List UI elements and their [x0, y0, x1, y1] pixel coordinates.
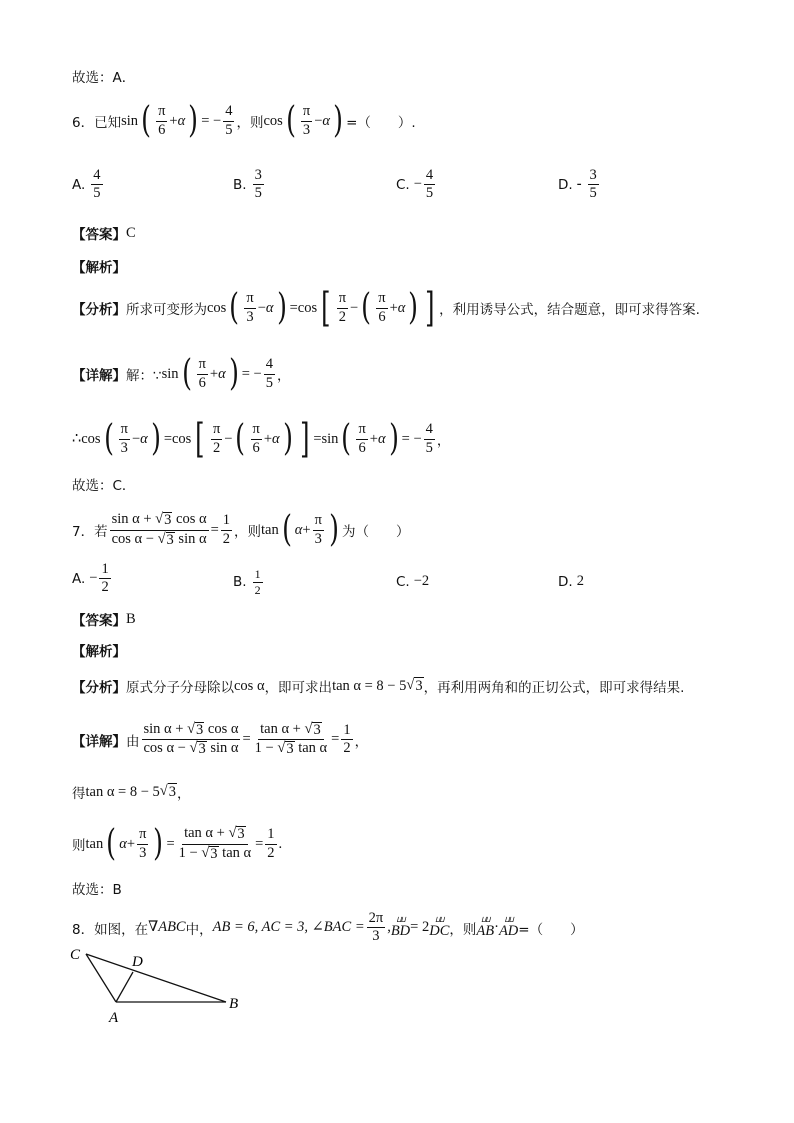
minus-sign: −	[89, 570, 98, 587]
question-6	[72, 100, 754, 141]
minus-sign: −	[413, 176, 422, 193]
option-label: C.	[396, 176, 410, 193]
therefore-sign: ∴	[72, 430, 82, 447]
left-paren: (	[103, 418, 114, 459]
fraction: $\frac{4}{5}$	[93, 167, 101, 202]
left-paren: (	[285, 100, 296, 141]
side-cb	[86, 954, 226, 1002]
fraction: $\frac{4}{5}$	[425, 421, 433, 456]
minus-sign: −	[131, 430, 141, 447]
analysis-text: 原式分子分母除以	[126, 680, 234, 696]
detail-7	[72, 722, 754, 757]
vector-ab: ⵡⵡ AB	[476, 915, 495, 939]
answer-value: B	[126, 610, 136, 627]
analysis-text: 所求可变形为	[126, 302, 207, 318]
answer-choice-line	[72, 878, 754, 898]
analysis-label: 【分析】	[72, 680, 126, 696]
fraction: $\frac{1}{2}$	[101, 561, 109, 596]
option-label: C.	[396, 573, 410, 590]
right-paren: )	[408, 287, 419, 328]
option-c	[396, 573, 429, 590]
option-b	[233, 168, 266, 201]
segment-ad	[116, 972, 133, 1002]
cos-alpha: cos α	[234, 677, 265, 694]
minus-sign: −	[350, 299, 359, 316]
equals: =	[331, 731, 340, 748]
left-paren: (	[235, 418, 246, 459]
answer-text: 故选：B	[72, 882, 122, 898]
plus-sign: +	[209, 365, 219, 382]
right-paren: )	[282, 418, 293, 459]
right-paren: )	[153, 823, 164, 864]
label-a: A	[109, 1010, 119, 1026]
option-label: A.	[72, 176, 86, 193]
then-text: ，则	[234, 524, 262, 540]
right-paren: )	[333, 100, 343, 141]
vector-bd: ⵡⵡ BD	[390, 915, 411, 939]
option-label: D.	[558, 573, 573, 590]
plus-sign: +	[389, 299, 398, 316]
question-7	[72, 509, 754, 550]
plus-sign: +	[302, 521, 311, 538]
fraction: $\frac{\pi}{3}$	[302, 103, 311, 138]
question-text: 中，	[185, 921, 213, 938]
left-paren: (	[361, 287, 372, 328]
fraction: $\frac{3}{5}$	[589, 167, 597, 202]
analysis-label: 【分析】	[72, 302, 126, 318]
blank-paren: =（ ）.	[346, 115, 416, 131]
fraction: $\frac{1}{2}$	[343, 722, 351, 757]
vector-dc: ⵡⵡ DC	[429, 915, 450, 939]
fraction: $\frac{\pi}{3}$	[246, 290, 254, 325]
option-d	[558, 168, 601, 201]
comma: ,	[387, 919, 391, 936]
right-bracket: ]	[425, 285, 435, 331]
fraction: $\frac{\pi}{2}$	[338, 290, 347, 325]
alpha: α	[294, 521, 303, 538]
analysis-heading-6	[72, 256, 754, 276]
equals-neg: = −	[401, 430, 422, 447]
left-paren: (	[281, 509, 292, 550]
detail-label: 【详解】	[72, 368, 126, 384]
cos-label: cos	[81, 430, 101, 447]
option-c	[396, 168, 437, 201]
option-value: −2	[413, 573, 430, 589]
alpha: α	[140, 430, 148, 447]
cos-label: cos	[172, 430, 192, 447]
question-number: 6．已知	[72, 115, 122, 131]
right-bracket: ]	[299, 416, 310, 462]
detail-6-step	[72, 416, 754, 462]
minus-sign: −	[257, 299, 266, 316]
equals: =	[166, 835, 175, 852]
alpha: α	[177, 112, 186, 129]
blank-paren: 为（ ）	[341, 524, 410, 540]
analysis-7	[72, 676, 754, 696]
analysis-label: 【解析】	[72, 644, 126, 660]
answer-text: 故选：C．	[72, 478, 136, 494]
option-label: B.	[233, 574, 247, 591]
fraction: $\frac{4}{5}$	[425, 167, 434, 202]
fraction: $\frac{\pi}{6}$	[198, 356, 206, 391]
fraction: $\frac{4}{5}$	[225, 103, 233, 138]
comma: ，	[354, 733, 369, 750]
triangle-label: ∇ABC	[148, 919, 186, 936]
option-label: A.	[72, 570, 86, 587]
option-d	[558, 573, 584, 590]
answer-text: 故选：A．	[72, 70, 136, 86]
fraction: $\frac{1}{2}$	[222, 512, 231, 547]
detail-text: 则	[72, 838, 86, 854]
answer-choice-line	[72, 66, 754, 86]
fraction: $\frac{\pi}{6}$	[252, 421, 260, 456]
option-label: D.	[558, 176, 573, 193]
fraction: sin α + √ 3 cos α cos α − √ 3 sin α	[143, 721, 239, 758]
plus-sign: +	[169, 112, 178, 129]
equals-neg: = −	[201, 112, 222, 129]
comma: ，	[177, 786, 191, 802]
fraction: $\frac{3}{5}$	[254, 167, 262, 202]
answer-label: 【答案】	[72, 227, 126, 243]
comma: ，	[436, 433, 451, 449]
right-paren: )	[329, 509, 339, 550]
left-bracket: [	[195, 416, 205, 462]
equals: =	[163, 430, 172, 447]
alpha: α	[218, 365, 226, 382]
cos-label: cos	[263, 112, 283, 129]
answer-7	[72, 609, 754, 629]
alpha: α	[272, 430, 280, 447]
analysis-text: ，利用诱导公式，结合题意，即可求得答案.	[439, 302, 700, 318]
analysis-6	[72, 285, 754, 331]
option-label: B.	[233, 176, 247, 193]
alpha: α	[119, 835, 127, 852]
right-paren: )	[388, 418, 399, 459]
option-value: 2	[576, 573, 584, 589]
detail-text: 由	[126, 733, 140, 750]
tan-expression: tan α = 8 − 5	[85, 783, 160, 800]
blank-paren: =（ ）	[518, 921, 584, 938]
dot-operator: ·	[494, 919, 499, 936]
alpha: α	[377, 430, 386, 447]
question-number: 8．如图，在	[72, 921, 149, 938]
answer-value: C	[126, 224, 136, 241]
analysis-label: 【解析】	[72, 260, 126, 276]
label-b: B	[229, 996, 239, 1012]
vector-ad: ⵡⵡ AD	[498, 915, 519, 939]
fraction: $\frac{\pi}{6}$	[378, 290, 386, 325]
equals: =	[210, 521, 219, 538]
tan-expression: tan α = 8 − 5	[332, 677, 407, 694]
detail-text: 得	[72, 786, 86, 802]
fraction: $\frac{\pi}{6}$	[358, 421, 366, 456]
label-d: D	[132, 954, 143, 970]
fraction: $\frac{\pi}{6}$	[158, 103, 166, 138]
equals: =	[255, 835, 264, 852]
right-paren: )	[188, 100, 199, 141]
then-text: ，则	[449, 921, 477, 938]
minus-sign: −	[224, 430, 233, 447]
analysis-text: ，即可求出	[264, 680, 333, 696]
option-b	[233, 568, 265, 596]
left-paren: (	[181, 353, 192, 394]
fraction: $\frac{1}{2}$	[267, 826, 275, 861]
conditions: AB = 6, AC = 3, ∠BAC =	[212, 919, 365, 936]
sin-label: sin	[161, 365, 179, 382]
label-c: C	[70, 947, 81, 963]
option-a	[72, 562, 113, 595]
left-paren: (	[229, 287, 240, 328]
comma: ，	[276, 368, 291, 384]
tan-label: tan	[261, 521, 279, 538]
answer-label: 【答案】	[72, 613, 126, 629]
question-number: 7．若	[72, 524, 108, 540]
plus-sign: +	[263, 430, 273, 447]
sin-label: sin	[321, 430, 339, 447]
plus-sign: +	[369, 430, 378, 447]
right-paren: )	[228, 353, 239, 394]
fraction: $\frac{\pi}{2}$	[212, 421, 221, 456]
fraction: tan α + √ 3 1 − √ 3 tan α	[254, 721, 328, 758]
fraction: $\frac{1}{2}$	[254, 567, 261, 597]
alpha: α	[265, 299, 274, 316]
sin-label: sin	[121, 112, 139, 129]
alpha: α	[322, 112, 331, 129]
minus-sign: −	[314, 112, 323, 129]
fraction: sin α + √ 3 cos α cos α − √ 3 sin α	[111, 511, 207, 548]
fraction: $\frac{\pi}{3}$	[139, 826, 147, 861]
right-paren: )	[150, 418, 161, 459]
answer-6	[72, 223, 754, 243]
fraction: $\frac{\pi}{3}$	[314, 512, 322, 547]
fraction: $\frac{2\pi}{3}$	[368, 910, 384, 945]
detail-7-step-2	[72, 823, 754, 864]
detail-text: 解：∵	[126, 368, 162, 384]
detail-6	[72, 353, 754, 394]
equals-neg: = −	[241, 365, 262, 382]
equals: =	[289, 299, 298, 316]
then-text: ，则	[236, 115, 264, 131]
answer-choice-line	[72, 474, 754, 494]
equals: =	[242, 731, 251, 748]
fraction: tan α + √ 3 1 − √ 3 tan α	[178, 825, 252, 862]
left-paren: (	[106, 823, 117, 864]
minus-sign: -	[576, 176, 582, 193]
sqrt-3: √ 3	[406, 677, 423, 694]
alpha: α	[397, 299, 406, 316]
period: .	[278, 835, 283, 852]
right-paren: )	[276, 287, 287, 328]
question-8	[72, 911, 754, 944]
detail-7-step-1	[72, 782, 754, 802]
left-paren: (	[341, 418, 352, 459]
left-paren: (	[141, 100, 151, 141]
side-ca	[86, 954, 116, 1002]
sqrt-3: √ 3	[159, 783, 177, 800]
cos-label: cos	[297, 299, 318, 316]
tan-label: tan	[85, 835, 104, 852]
triangle-figure	[66, 942, 256, 1032]
fraction: $\frac{4}{5}$	[265, 356, 273, 391]
left-bracket: [	[321, 285, 331, 331]
plus-sign: +	[126, 835, 136, 852]
cos-label: cos	[207, 299, 227, 316]
equals-two: = 2	[410, 919, 430, 936]
analysis-text: ，再利用两角和的正切公式，即可求得结果.	[423, 680, 685, 696]
option-a	[72, 168, 105, 201]
fraction: $\frac{\pi}{3}$	[120, 421, 128, 456]
equals: =	[313, 430, 322, 447]
detail-label: 【详解】	[72, 733, 126, 750]
analysis-heading-7	[72, 640, 754, 660]
